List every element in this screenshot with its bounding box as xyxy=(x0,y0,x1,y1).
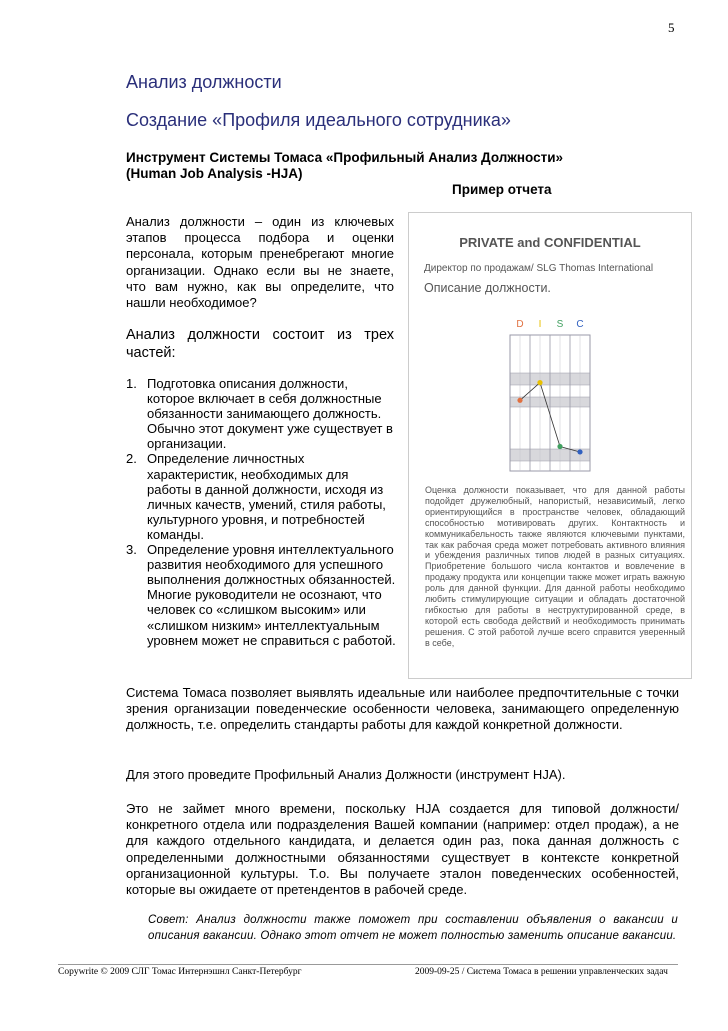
footer-copyright: Copywrite © 2009 СЛГ Томас Интернэшнл Санкт-Петербург xyxy=(58,967,302,977)
report-example-label: Пример отчета xyxy=(452,182,552,197)
tool-title: Инструмент Системы Томаса «Профильный Анализ Должности» xyxy=(126,150,564,165)
list-item-text: Определение личностных характеристик, необходимых для работы в данной должности, исходя из личных качеств, умений, стиля работы, культурного уровня, и потребностей команды. xyxy=(147,451,386,542)
advice-note: Совет: Анализ должности также поможет при составлении объявления о вакансии и описания вакансии. Однако этот отчет не может полностью заменить описание вакансии. xyxy=(148,914,678,942)
report-position-line: Директор по продажам/ SLG Thomas International xyxy=(424,263,654,274)
page-number: 5 xyxy=(668,20,675,35)
chart-point-i xyxy=(537,380,542,385)
list-item-text: Подготовка описания должности, которое включает в себя должностные обязанности занимающего должность. Обычно этот документ уже существует в организации. xyxy=(147,376,393,452)
thomas-system-paragraph: Система Томаса позволяет выявлять идеальные или наиболее предпочтительные с точки зрения организации поведенческие особенности человека, занимающего определенную должность, т.е. определить стандарты работы для каждой конкретной должности. xyxy=(126,685,679,733)
hja-paragraph: Для этого проведите Профильный Анализ Должности (инструмент HJA). xyxy=(126,767,566,782)
list-item xyxy=(126,542,396,648)
footer-date-title: 2009-09-25 / Система Томаса в решении управленческих задач xyxy=(415,967,668,977)
report-section-title: Описание должности. xyxy=(424,281,551,295)
footer-divider xyxy=(58,964,678,965)
page-title: Анализ должности xyxy=(126,72,282,92)
report-title: PRIVATE and CONFIDENTIAL xyxy=(459,235,641,250)
chart-category-label-s: S xyxy=(556,319,564,330)
chart-point-s xyxy=(557,444,562,449)
list-item xyxy=(126,451,396,542)
chart-point-d xyxy=(517,398,522,403)
time-paragraph: Это не займет много времени, поскольку HJA создается для типовой должности/конкретного отдела или подразделения Вашей компании (например: отдел продаж), а не для каждого отдельного кандидата, и делается один раз, пока данная должность с определенными должностными обязанностями существует в контексте конкретной организационной культуры. Т.о. Вы получаете эталон поведенческих особенностей, которые вы ожидаете от претендентов в рабочей среде. xyxy=(126,801,679,898)
list-item xyxy=(126,376,396,451)
chart-category-label-c: C xyxy=(576,319,584,330)
chart-category-label-i: I xyxy=(538,319,542,330)
report-sample-image xyxy=(408,212,692,679)
parts-intro-paragraph: Анализ должности состоит из трех частей: xyxy=(126,327,394,361)
chart-category-labels xyxy=(516,319,583,330)
tool-subtitle: (Human Job Analysis -HJA) xyxy=(126,166,303,181)
list-item-number: 2. xyxy=(126,451,137,467)
list-item-number: 1. xyxy=(126,376,137,391)
chart-point-c xyxy=(577,449,582,454)
list-item-number: 3. xyxy=(126,542,137,558)
parts-list xyxy=(126,376,396,648)
report-description: Оценка должности показывает, что для данной работы подойдет дружелюбный, напористый, независимый, легко ориентирующийся в пространстве человек, обладающий способностью мотивировать других. Контактность и коммуникабельность также являются ключевыми пунктами, так как рабочая среда может потребовать активного влияния и убеждения различных типов людей в разных ситуациях. Приобретение большого числа контактов и вовлечение в продажу продукта или концепции также может играть важную роль для данной функции. Для данной работы необходимо любить стимулирующие ситуации и обладать достаточной гибкостью для работы в неструктурированной среде, в которой есть свобода действий и необходимость принимать решения. С этой работой лучше всего справится уверенный в себе, xyxy=(425,485,685,648)
list-item-text: Определение уровня интеллектуального развития необходимого для успешного выполнения должностных обязанностей. Многие руководители не осознают, что человек со «слишком высоким» или «слишком низким» интеллектуальным уровнем может не справиться с работой. xyxy=(147,542,396,648)
disc-chart xyxy=(504,315,596,475)
page-subtitle: Создание «Профиля идеального сотрудника» xyxy=(126,110,511,130)
chart-category-label-d: D xyxy=(516,319,524,330)
intro-paragraph: Анализ должности – один из ключевых этапов процесса подбора и оценки персонала, которым пренебрегают многие организации. Однако если вы не знаете, что вам нужно, как вы определите, что нашли необходимое? xyxy=(126,214,394,311)
